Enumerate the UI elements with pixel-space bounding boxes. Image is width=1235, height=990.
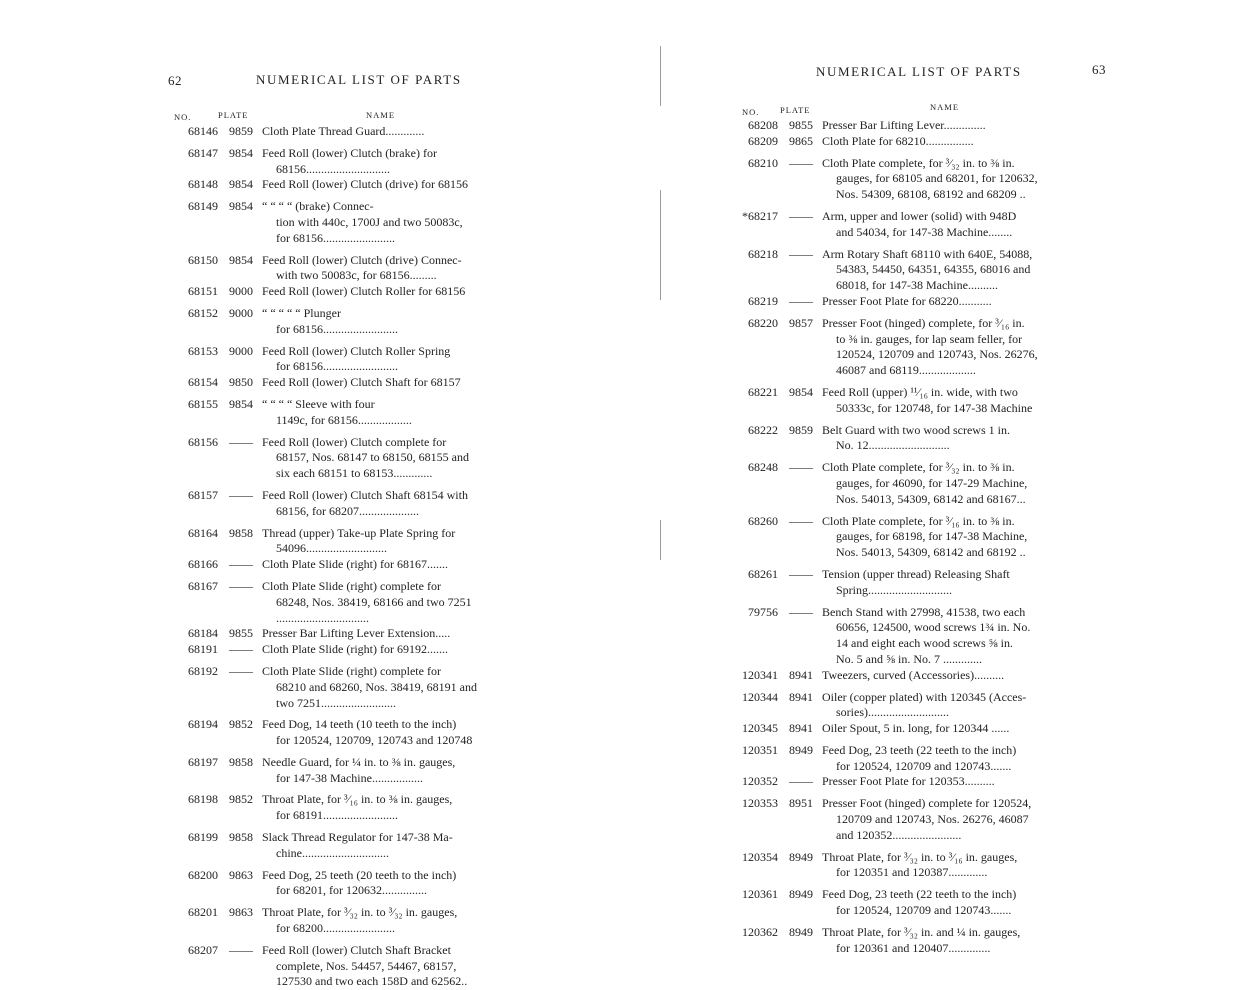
part-number: 68219 <box>748 293 778 308</box>
part-name <box>262 253 510 285</box>
part-name <box>822 690 1075 722</box>
part-name-line: for 68201, for 120632............... <box>276 883 427 898</box>
part-name-line: gauges, for 46090, for 147-29 Machine, <box>836 475 1028 490</box>
part-name <box>822 721 1075 737</box>
part-name <box>262 664 510 711</box>
plate-number: 9854 <box>229 199 253 214</box>
part-name <box>822 156 1075 203</box>
part-number: 68152 <box>188 305 218 320</box>
part-name <box>262 792 510 824</box>
part-name <box>262 830 510 862</box>
part-name-line: Feed Roll (lower) Clutch Roller Spring <box>262 343 451 358</box>
part-name <box>822 316 1075 379</box>
part-entry <box>730 247 1075 294</box>
part-name <box>262 177 510 193</box>
part-name <box>822 567 1075 599</box>
part-name-line: No. 5 and ⅝ in. No. 7 ............. <box>836 651 982 666</box>
part-number: 68221 <box>748 384 778 399</box>
plate-number: 9854 <box>229 252 253 267</box>
plate-number: —— <box>229 942 253 957</box>
part-name-line: Cloth Plate Slide (right) complete for <box>262 663 441 678</box>
part-number: 68209 <box>748 133 778 148</box>
plate-number: 9854 <box>229 177 253 192</box>
plate-number: —— <box>789 155 813 170</box>
part-name-line: Cloth Plate Thread Guard............. <box>262 124 425 138</box>
part-name-line: Presser Foot (hinged) complete, for ³⁄₁₆ in. <box>822 315 1025 330</box>
plate-number: —— <box>229 434 253 449</box>
part-number: 68192 <box>188 663 218 678</box>
part-entry <box>170 626 510 642</box>
part-number: *68217 <box>742 208 778 223</box>
part-number: 68198 <box>188 792 218 807</box>
plate-number: —— <box>789 566 813 581</box>
plate-number: 9855 <box>789 118 813 132</box>
part-entry <box>170 943 510 990</box>
plate-number: —— <box>789 604 813 619</box>
part-number: 120354 <box>742 849 778 864</box>
plate-number: 8949 <box>789 742 813 757</box>
plate-number: 9855 <box>229 626 253 641</box>
part-name-line: gauges, for 68105 and 68201, for 120632, <box>836 171 1038 186</box>
part-number: 68218 <box>748 246 778 261</box>
part-name <box>262 579 510 626</box>
part-name <box>822 385 1075 417</box>
page-title: NUMERICAL LIST OF PARTS <box>816 64 1022 79</box>
part-number: 120362 <box>742 924 778 939</box>
part-entry <box>730 796 1075 843</box>
part-name-line: for 68200........................ <box>276 921 395 936</box>
part-number: 120351 <box>742 742 778 757</box>
part-name-line: for 120351 and 120387............. <box>836 865 988 880</box>
plate-number: 8949 <box>789 887 813 902</box>
part-name-line: Feed Dog, 14 teeth (10 teeth to the inch) <box>262 717 457 732</box>
part-name-line: Needle Guard, for ¼ in. to ⅜ in. gauges, <box>262 754 456 769</box>
column-header-no: NO. <box>174 112 192 122</box>
plate-number: 8951 <box>789 796 813 811</box>
part-number: 68148 <box>188 177 218 192</box>
part-name <box>822 743 1075 775</box>
plate-number: 9854 <box>229 396 253 411</box>
parts-list <box>170 124 510 990</box>
part-number: 68153 <box>188 343 218 358</box>
part-name-line: Presser Foot (hinged) complete for 120524, <box>822 796 1032 811</box>
plate-number: 9859 <box>229 124 253 138</box>
part-entry <box>730 385 1075 417</box>
part-name-line: 120709 and 120743, Nos. 26276, 46087 <box>836 812 1029 827</box>
plate-number: 9850 <box>229 375 253 390</box>
part-entry <box>170 375 510 391</box>
part-entry <box>170 905 510 937</box>
part-name-line: Belt Guard with two wood screws 1 in. <box>822 422 1010 437</box>
part-entry <box>730 743 1075 775</box>
part-number: 120341 <box>742 667 778 682</box>
plate-number: 8941 <box>789 689 813 704</box>
part-entry <box>170 868 510 900</box>
plate-number: 9854 <box>789 384 813 399</box>
plate-number: —— <box>789 293 813 308</box>
plate-number: —— <box>789 460 813 475</box>
part-name-line: Thread (upper) Take-up Plate Spring for <box>262 525 456 540</box>
part-number: 68151 <box>188 284 218 299</box>
plate-number: —— <box>789 513 813 528</box>
part-number: 68248 <box>748 460 778 475</box>
plate-number: —— <box>229 642 253 657</box>
part-name-line: 68210 and 68260, Nos. 38419, 68191 and <box>276 679 477 694</box>
part-name-line: Arm, upper and lower (solid) with 948D <box>822 208 1017 223</box>
part-number: 68199 <box>188 830 218 845</box>
part-name <box>262 755 510 787</box>
part-entry <box>170 526 510 558</box>
part-name-line: with two 50083c, for 68156......... <box>276 268 437 283</box>
part-entry <box>730 668 1075 684</box>
plate-number: 9852 <box>229 717 253 732</box>
column-header-name: NAME <box>930 102 960 112</box>
part-name <box>262 146 510 178</box>
part-name <box>822 134 1075 150</box>
part-name-line: Oiler Spout, 5 in. long, for 120344 ...... <box>822 721 1010 736</box>
part-name-line: Feed Dog, 23 teeth (22 teeth to the inch) <box>822 887 1017 902</box>
part-name <box>262 435 510 482</box>
part-name <box>262 717 510 749</box>
part-name <box>262 306 510 338</box>
part-name-line: Cloth Plate complete, for ³⁄₃₂ in. to ⅜ in. <box>822 155 1015 170</box>
plate-number: 8949 <box>789 849 813 864</box>
part-entry <box>170 146 510 178</box>
part-name-line: Throat Plate, for ³⁄₁₆ in. to ⅜ in. gauges, <box>262 792 453 807</box>
part-entry <box>170 199 510 246</box>
part-name <box>822 294 1075 310</box>
part-name-line: for 120524, 120709 and 120743....... <box>836 903 1012 918</box>
part-name-line: 14 and eight each wood screws ⅝ in. <box>836 636 1013 651</box>
part-name <box>262 397 510 429</box>
part-name-line: Nos. 54013, 54309, 68142 and 68167... <box>836 491 1026 506</box>
part-name-line: Tweezers, curved (Accessories).......... <box>822 667 1005 682</box>
part-name <box>262 943 510 990</box>
part-name-line: 54383, 54450, 64351, 64355, 68016 and <box>836 262 1031 277</box>
part-name-line: Tension (upper thread) Releasing Shaft <box>822 566 1010 581</box>
plate-number: —— <box>789 774 813 789</box>
part-entry <box>730 118 1075 134</box>
part-entry <box>730 294 1075 310</box>
part-name-line: tion with 440c, 1700J and two 50083c, <box>276 214 463 229</box>
part-name <box>262 488 510 520</box>
page-number: 63 <box>1092 62 1106 77</box>
part-name-line: complete, Nos. 54457, 54467, 68157, <box>276 958 457 973</box>
part-name-line: Throat Plate, for ³⁄₃₂ in. to ³⁄₁₆ in. gauges, <box>822 849 1018 864</box>
part-entry <box>730 514 1075 561</box>
part-number: 68146 <box>188 124 218 138</box>
page-number: 62 <box>168 73 182 88</box>
plate-number: 9000 <box>229 284 253 299</box>
part-name <box>822 514 1075 561</box>
part-name-line: gauges, for 68198, for 147-38 Machine, <box>836 529 1028 544</box>
part-name-line: chine............................. <box>276 845 389 860</box>
part-name-line: Presser Bar Lifting Lever Extension..... <box>262 626 451 641</box>
part-name-line: six each 68151 to 68153............. <box>276 466 433 481</box>
plate-number: 9863 <box>229 867 253 882</box>
part-name-line: 68248, Nos. 38419, 68166 and two 7251 <box>276 594 472 609</box>
part-name <box>822 423 1075 455</box>
part-name-line: Bench Stand with 27998, 41538, two each <box>822 604 1026 619</box>
part-name <box>822 925 1075 957</box>
part-name <box>262 284 510 300</box>
part-number: 68200 <box>188 867 218 882</box>
part-number: 120344 <box>742 689 778 704</box>
part-name-line: “ “ “ “ Sleeve with four <box>262 396 375 411</box>
part-entry <box>170 664 510 711</box>
part-number: 68184 <box>188 626 218 641</box>
part-name-line: “ “ “ “ (brake) Connec- <box>262 199 374 214</box>
plate-number: —— <box>229 557 253 572</box>
part-entry <box>730 134 1075 150</box>
plate-number: 9858 <box>229 754 253 769</box>
part-name-line: to ⅜ in. gauges, for lap seam feller, for <box>836 331 1023 346</box>
part-name-line: Presser Foot Plate for 120353.......... <box>822 774 995 789</box>
part-name-line: 60656, 124500, wood screws 1¾ in. No. <box>836 620 1031 635</box>
part-entry <box>730 721 1075 737</box>
part-number: 68191 <box>188 642 218 657</box>
part-name-line: 46087 and 68119................... <box>836 363 976 378</box>
part-number: 68155 <box>188 396 218 411</box>
part-number: 120352 <box>742 774 778 789</box>
part-name-line: for 68156........................ <box>276 230 395 245</box>
part-name-line: for 147-38 Machine................. <box>276 770 423 785</box>
part-name-line: Throat Plate, for ³⁄₃₂ in. to ³⁄₃₂ in. gauges, <box>262 905 458 920</box>
part-name-line: ............................... <box>276 610 369 625</box>
part-name <box>822 118 1075 134</box>
part-name-line: 120524, 120709 and 120743, Nos. 26276, <box>836 347 1038 362</box>
part-entry <box>730 156 1075 203</box>
part-name <box>262 642 510 658</box>
column-header-name: NAME <box>366 110 396 120</box>
part-number: 68260 <box>748 513 778 528</box>
plate-number: 9857 <box>789 315 813 330</box>
part-name-line: Throat Plate, for ³⁄₃₂ in. and ¼ in. gauges, <box>822 924 1021 939</box>
part-entry <box>170 177 510 193</box>
part-number: 68167 <box>188 578 218 593</box>
part-name <box>262 526 510 558</box>
part-entry <box>170 253 510 285</box>
part-entry <box>170 717 510 749</box>
part-name-line: Slack Thread Regulator for 147-38 Ma- <box>262 830 453 845</box>
part-number: 68220 <box>748 315 778 330</box>
part-entry <box>730 925 1075 957</box>
part-number: 68207 <box>188 942 218 957</box>
part-name <box>262 375 510 391</box>
part-name-line: Feed Roll (lower) Clutch Shaft for 68157 <box>262 375 461 390</box>
part-name-line: 68156, for 68207.................... <box>276 503 419 518</box>
part-name-line: Cloth Plate Slide (right) complete for <box>262 578 441 593</box>
part-number: 68157 <box>188 487 218 502</box>
part-entry <box>730 887 1075 919</box>
right-page <box>620 0 1235 954</box>
part-entry <box>730 209 1075 241</box>
part-name-line: Oiler (copper plated) with 120345 (Acces- <box>822 689 1027 704</box>
plate-number: 9854 <box>229 145 253 160</box>
part-entry <box>170 830 510 862</box>
part-number: 120353 <box>742 796 778 811</box>
part-name-line: Cloth Plate Slide (right) for 68167....... <box>262 557 448 572</box>
part-name-line: sories)........................... <box>836 705 949 720</box>
part-name-line: and 120352....................... <box>836 827 962 842</box>
part-name-line: Nos. 54013, 54309, 68142 and 68192 .. <box>836 545 1026 560</box>
part-number: 68194 <box>188 717 218 732</box>
part-name-line: Feed Roll (lower) Clutch (drive) Connec- <box>262 252 462 267</box>
part-entry <box>730 850 1075 882</box>
part-name <box>262 344 510 376</box>
part-name-line: Feed Roll (lower) Clutch complete for <box>262 434 447 449</box>
part-name-line: Feed Roll (lower) Clutch Roller for 68156 <box>262 284 466 299</box>
part-name <box>822 668 1075 684</box>
part-name-line: 50333c, for 120748, for 147-38 Machine <box>836 400 1033 415</box>
part-name-line: Presser Bar Lifting Lever.............. <box>822 118 986 132</box>
part-name-line: 68156............................ <box>276 161 390 176</box>
part-name-line: Feed Dog, 25 teeth (20 teeth to the inch) <box>262 867 457 882</box>
part-entry <box>170 344 510 376</box>
part-number: 68154 <box>188 375 218 390</box>
part-number: 68147 <box>188 145 218 160</box>
part-number: 68164 <box>188 525 218 540</box>
part-name-line: for 120361 and 120407.............. <box>836 940 991 955</box>
part-entry <box>170 488 510 520</box>
plate-number: —— <box>229 663 253 678</box>
part-number: 68166 <box>188 557 218 572</box>
parts-list <box>730 118 1075 956</box>
part-number: 68201 <box>188 905 218 920</box>
part-name-line: 68157, Nos. 68147 to 68150, 68155 and <box>276 450 469 465</box>
part-name <box>822 605 1075 668</box>
part-entry <box>170 306 510 338</box>
part-entry <box>730 423 1075 455</box>
part-name <box>262 868 510 900</box>
part-entry <box>170 579 510 626</box>
part-number: 68197 <box>188 754 218 769</box>
part-name-line: for 120524, 120709 and 120743....... <box>836 758 1012 773</box>
part-name <box>822 850 1075 882</box>
part-name-line: Cloth Plate Slide (right) for 69192....... <box>262 642 448 657</box>
plate-number: 9858 <box>229 830 253 845</box>
plate-number: —— <box>789 208 813 223</box>
part-name-line: for 120524, 120709, 120743 and 120748 <box>276 733 473 748</box>
part-entry <box>730 605 1075 668</box>
part-number: 68222 <box>748 422 778 437</box>
part-name <box>822 247 1075 294</box>
part-number: 68208 <box>748 118 778 132</box>
part-entry <box>170 435 510 482</box>
part-entry <box>730 316 1075 379</box>
column-header-plate: PLATE <box>218 110 249 120</box>
part-name <box>822 774 1075 790</box>
plate-number: 9852 <box>229 792 253 807</box>
part-entry <box>170 284 510 300</box>
part-name <box>262 124 510 140</box>
part-entry <box>170 755 510 787</box>
plate-number: 8941 <box>789 721 813 736</box>
part-entry <box>730 690 1075 722</box>
part-name <box>262 199 510 246</box>
part-number: 68261 <box>748 566 778 581</box>
part-name-line: Feed Roll (lower) Clutch Shaft Bracket <box>262 942 451 957</box>
plate-number: 8949 <box>789 924 813 939</box>
part-number: 68156 <box>188 434 218 449</box>
part-name-line: for 68156......................... <box>276 359 398 374</box>
part-name-line: Arm Rotary Shaft 68110 with 640E, 54088, <box>822 246 1033 261</box>
part-name <box>822 460 1075 507</box>
part-name-line: 68018, for 147-38 Machine.......... <box>836 278 998 293</box>
part-name-line: 1149c, for 68156.................. <box>276 412 412 427</box>
part-name <box>822 796 1075 843</box>
part-name-line: “ “ “ “ “ Plunger <box>262 305 341 320</box>
column-header-plate: PLATE <box>780 105 811 115</box>
part-number: 68210 <box>748 155 778 170</box>
part-name-line: Feed Roll (lower) Clutch Shaft 68154 with <box>262 487 468 502</box>
part-name-line: Spring............................ <box>836 582 953 597</box>
plate-number: 9858 <box>229 525 253 540</box>
part-name-line: Cloth Plate for 68210................ <box>822 133 974 148</box>
part-name-line: for 68156......................... <box>276 321 398 336</box>
column-header-no: NO. <box>742 107 760 117</box>
plate-number: 9863 <box>229 905 253 920</box>
plate-number: 9859 <box>789 422 813 437</box>
part-name-line: 54096........................... <box>276 541 387 556</box>
page-title: NUMERICAL LIST OF PARTS <box>256 72 462 87</box>
part-name-line: Feed Roll (lower) Clutch (drive) for 68156 <box>262 177 468 192</box>
part-name-line: Feed Roll (upper) ¹¹⁄₁₆ in. wide, with two <box>822 384 1018 399</box>
part-name-line: Feed Dog, 23 teeth (22 teeth to the inch) <box>822 742 1017 757</box>
part-name-line: for 68191......................... <box>276 808 398 823</box>
part-name-line: 127530 and two each 158D and 62562.. <box>276 974 468 989</box>
plate-number: 9865 <box>789 133 813 148</box>
part-entry <box>170 792 510 824</box>
part-name <box>822 887 1075 919</box>
plate-number: —— <box>229 487 253 502</box>
part-name <box>822 209 1075 241</box>
part-entry <box>170 124 510 140</box>
part-entry <box>730 774 1075 790</box>
part-name-line: Cloth Plate complete, for ³⁄₃₂ in. to ⅜ in. <box>822 460 1015 475</box>
part-name-line: No. 12........................... <box>836 438 950 453</box>
part-name <box>262 557 510 573</box>
part-name-line: and 54034, for 147-38 Machine........ <box>836 224 1013 239</box>
plate-number: 8941 <box>789 667 813 682</box>
part-number: 68149 <box>188 199 218 214</box>
part-name-line: Presser Foot Plate for 68220........... <box>822 293 992 308</box>
plate-number: —— <box>229 578 253 593</box>
part-name <box>262 626 510 642</box>
part-name-line: Nos. 54309, 68108, 68192 and 68209 .. <box>836 187 1026 202</box>
plate-number: 9000 <box>229 343 253 358</box>
part-entry <box>170 642 510 658</box>
part-entry <box>730 460 1075 507</box>
part-entry <box>730 567 1075 599</box>
part-number: 120361 <box>742 887 778 902</box>
part-name-line: Feed Roll (lower) Clutch (brake) for <box>262 145 437 160</box>
part-number: 68150 <box>188 252 218 267</box>
part-name <box>262 905 510 937</box>
part-name-line: Cloth Plate complete, for ³⁄₁₆ in. to ⅜ in. <box>822 513 1015 528</box>
part-number: 79756 <box>748 604 778 619</box>
part-name-line: two 7251......................... <box>276 695 396 710</box>
part-entry <box>170 397 510 429</box>
part-entry <box>170 557 510 573</box>
part-number: 120345 <box>742 721 778 736</box>
plate-number: —— <box>789 246 813 261</box>
plate-number: 9000 <box>229 305 253 320</box>
